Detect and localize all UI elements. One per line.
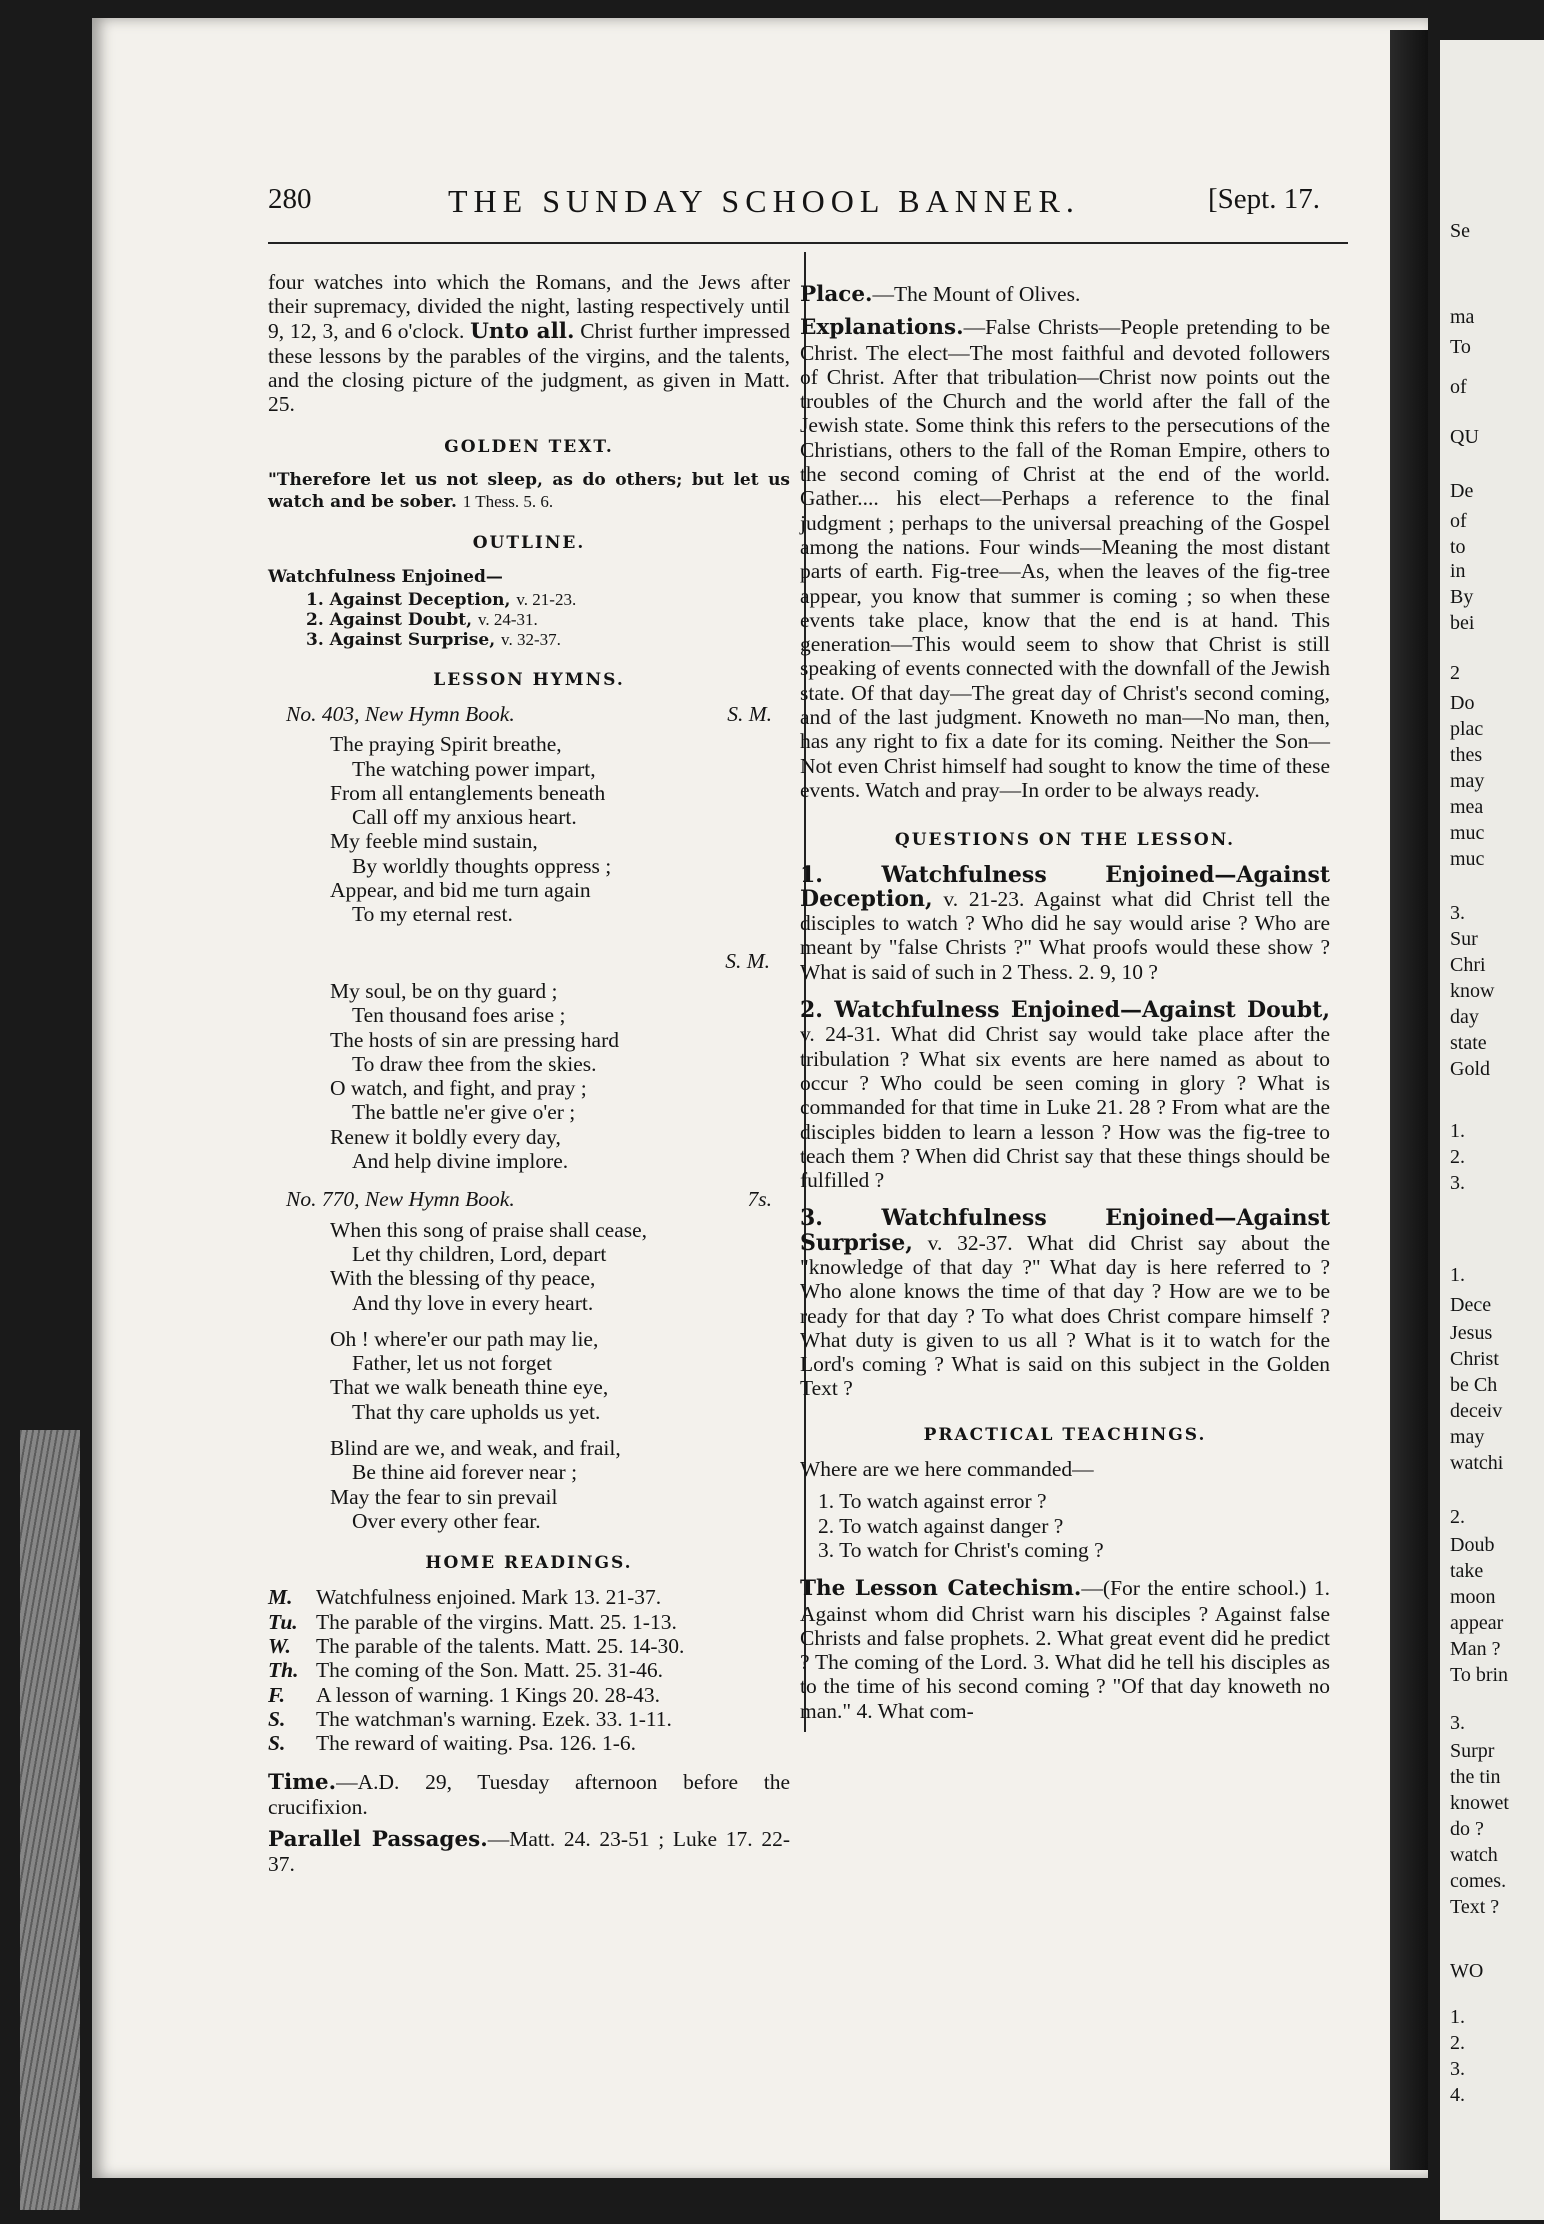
question-1: 1. Watchfulness Enjoined—Against Deception, v. 21-23. Against what did Christ tell the disciples to watch ? Who did he say would arise ? Who are meant by "false Christs ?" What proofs would these show ? What is said of such in 2 Thess. 2. 9, 10 ? bbox=[800, 861, 1330, 984]
facing-page-text-fragment: bei bbox=[1450, 612, 1475, 634]
facing-page-text-fragment: comes. bbox=[1450, 1870, 1507, 1892]
right-column bbox=[800, 282, 1330, 1723]
reading-text: The reward of waiting. Psa. 126. 1-6. bbox=[316, 1731, 637, 1756]
hymn-1-header bbox=[286, 702, 772, 726]
golden-text-heading: GOLDEN TEXT. bbox=[444, 436, 614, 457]
facing-page-text-fragment: to bbox=[1450, 536, 1466, 558]
facing-page-text-fragment: 2. bbox=[1450, 1506, 1465, 1528]
facing-page-text-fragment: in bbox=[1450, 560, 1466, 582]
golden-text: "Therefore let us not sleep, as do others; but let us watch and be sober. 1 Thess. 5. 6. bbox=[268, 470, 790, 513]
facing-page-text-fragment: muc bbox=[1450, 822, 1485, 844]
hymn-line: The praying Spirit breathe, bbox=[330, 732, 562, 757]
publication-title: THE SUNDAY SCHOOL BANNER. bbox=[448, 183, 1080, 219]
header-rule bbox=[268, 242, 1348, 244]
parallel-passages-paragraph: Parallel Passages.—Matt. 24. 23-51 ; Luke 17. 22-37. bbox=[268, 1827, 790, 1877]
reading-day: Tu. bbox=[268, 1609, 298, 1634]
book-gutter bbox=[1390, 30, 1428, 2170]
question-3: 3. Watchfulness Enjoined—Against Surprise, v. 32-37. What did Christ say about the "knowledge of that day ?" What day is here referred to ? Who alone knows the time of that day ? How are we to be ready for that day ? To what does Christ compare himself ? What duty is given to us all ? What is it to watch for the Lord's coming ? What is said on this subject in the Golden Text ? bbox=[800, 1205, 1330, 1401]
home-reading-item bbox=[268, 1610, 790, 1634]
practical-list bbox=[800, 1489, 1330, 1562]
facing-page-text-fragment: of bbox=[1450, 510, 1467, 532]
outline-item-label: 2. Against Doubt, bbox=[306, 609, 473, 630]
facing-page-text-fragment: Chri bbox=[1450, 954, 1486, 976]
facing-page-text-fragment: muc bbox=[1450, 848, 1485, 870]
practical-teachings-heading: PRACTICAL TEACHINGS. bbox=[923, 1424, 1207, 1445]
hymn-line: The battle ne'er give o'er ; bbox=[352, 1100, 576, 1125]
facing-page-text-fragment: Christ bbox=[1450, 1348, 1499, 1370]
hymn-line: To draw thee from the skies. bbox=[352, 1051, 597, 1076]
facing-page-text-fragment: QU bbox=[1450, 426, 1479, 448]
questions-heading: QUESTIONS ON THE LESSON. bbox=[894, 830, 1236, 851]
hymn-3-meter: 7s. bbox=[747, 1187, 772, 1212]
hymn-line: That thy care upholds us yet. bbox=[352, 1399, 601, 1424]
facing-page-text-fragment: watch bbox=[1450, 1844, 1498, 1866]
lesson-hymns-heading: LESSON HYMNS. bbox=[433, 669, 625, 690]
facing-page-text-fragment: Text ? bbox=[1450, 1896, 1500, 1918]
facing-page-text-fragment: Surpr bbox=[1450, 1740, 1495, 1762]
facing-page-text-fragment: By bbox=[1450, 586, 1474, 608]
facing-page-text-fragment: do ? bbox=[1450, 1818, 1484, 1840]
facing-page-text-fragment: watchi bbox=[1450, 1452, 1504, 1474]
facing-page-text-fragment: plac bbox=[1450, 718, 1484, 740]
outline-item-ref: v. 24-31. bbox=[477, 609, 538, 629]
hymn-line: The watching power impart, bbox=[352, 756, 596, 781]
hymn-line: Blind are we, and weak, and frail, bbox=[330, 1435, 621, 1460]
hymn-line: Renew it boldly every day, bbox=[330, 1124, 561, 1149]
facing-page-text-fragment: 4. bbox=[1450, 2084, 1465, 2106]
question-2: 2. Watchfulness Enjoined—Against Doubt, v. 24-31. What did Christ say would take place after the tribulation ? What six events are here named as about to occur ? Who could be seen coming in glory ? What is commanded for that time in Luke 21. 28 ? From what are the disciples bidden to learn a lesson ? How was the fig-tree to teach them ? When did Christ say that these things should be fulfilled ? bbox=[800, 997, 1330, 1193]
practical-intro: Where are we here commanded— bbox=[800, 1457, 1094, 1482]
facing-page-text-fragment: may bbox=[1450, 770, 1485, 792]
facing-page-text-fragment: 1. bbox=[1450, 2006, 1465, 2028]
hymn-line: Appear, and bid me turn again bbox=[330, 878, 591, 903]
home-reading-item bbox=[268, 1707, 790, 1731]
practical-item: 2. To watch against danger ? bbox=[818, 1513, 1064, 1538]
facing-page-text-fragment: 1. bbox=[1450, 1264, 1465, 1286]
facing-page-text-fragment: ma bbox=[1450, 306, 1475, 328]
issue-date: [Sept. 17. bbox=[1208, 183, 1320, 215]
hymn-line: Over every other fear. bbox=[352, 1508, 541, 1533]
facing-page-text-fragment: 3. bbox=[1450, 902, 1465, 924]
reading-text: The parable of the talents. Matt. 25. 14-30. bbox=[316, 1634, 685, 1659]
left-column bbox=[268, 270, 790, 1877]
facing-page-text-fragment: To brin bbox=[1450, 1664, 1509, 1686]
facing-page-text-fragment: Jesus bbox=[1450, 1322, 1493, 1344]
outline-item bbox=[306, 590, 790, 610]
page-number: 280 bbox=[268, 183, 312, 215]
home-reading-item bbox=[268, 1585, 790, 1609]
facing-page-text-fragment: appear bbox=[1450, 1612, 1504, 1634]
hymn-line: When this song of praise shall cease, bbox=[330, 1217, 648, 1242]
hymn-line: Oh ! where'er our path may lie, bbox=[330, 1326, 599, 1351]
reading-day: Th. bbox=[268, 1658, 299, 1683]
facing-page-text-fragment: Do bbox=[1450, 692, 1475, 714]
facing-page-text-fragment: Doub bbox=[1450, 1534, 1495, 1556]
hymn-line: Be thine aid forever near ; bbox=[352, 1460, 578, 1485]
hymn-line: Let thy children, Lord, depart bbox=[352, 1241, 607, 1266]
facing-page-text-fragment: deceiv bbox=[1450, 1400, 1503, 1422]
hymn-line: O watch, and fight, and pray ; bbox=[330, 1076, 587, 1101]
outline-item-ref: v. 32-37. bbox=[501, 629, 561, 649]
outline-title: Watchfulness Enjoined— bbox=[268, 567, 503, 588]
facing-page-text-fragment: 2. bbox=[1450, 2032, 1465, 2054]
practical-item: 1. To watch against error ? bbox=[818, 1489, 1047, 1514]
facing-page-text-fragment: 3. bbox=[1450, 1172, 1465, 1194]
hymn-line: My soul, be on thy guard ; bbox=[330, 978, 558, 1003]
hymn-1-verse bbox=[330, 732, 790, 926]
outline-item bbox=[306, 610, 790, 630]
hymn-line: Father, let us not forget bbox=[352, 1351, 552, 1376]
reading-text: The watchman's warning. Ezek. 33. 1-11. bbox=[316, 1706, 672, 1731]
reading-day: S. bbox=[268, 1731, 286, 1756]
hymn-line: And help divine implore. bbox=[352, 1149, 569, 1174]
facing-page-text-fragment: Se bbox=[1450, 220, 1470, 242]
hymn-line: My feeble mind sustain, bbox=[330, 829, 538, 854]
facing-page-text-fragment: 3. bbox=[1450, 2058, 1465, 2080]
outline-item-ref: v. 21-23. bbox=[516, 589, 577, 609]
facing-page-text-fragment: take bbox=[1450, 1560, 1484, 1582]
reading-day: S. bbox=[268, 1706, 286, 1731]
facing-page-text-fragment: De bbox=[1450, 480, 1474, 502]
hymn-line: The hosts of sin are pressing hard bbox=[330, 1027, 619, 1052]
page-edges bbox=[20, 1430, 80, 2210]
facing-page-text-fragment: moon bbox=[1450, 1586, 1496, 1608]
hymn-1-title: No. 403, New Hymn Book. bbox=[286, 701, 515, 726]
facing-page-text-fragment: 3. bbox=[1450, 1712, 1465, 1734]
facing-page-text-fragment: knowet bbox=[1450, 1792, 1509, 1814]
reading-text: The parable of the virgins. Matt. 25. 1-13. bbox=[316, 1609, 677, 1634]
unto-all-label: Unto all. bbox=[470, 318, 575, 344]
home-reading-item bbox=[268, 1634, 790, 1658]
home-reading-item bbox=[268, 1731, 790, 1755]
reading-day: W. bbox=[268, 1634, 291, 1659]
explanations-paragraph: Explanations.—False Christs—People pretending to be Christ. The elect—The most faithful and devoted followers of Christ. After that tribulation—Christ now points out the troubles of the Church and the world after the fall of the Jewish state. Some think this refers to the persecutions of the Christians, others to the fall of the Roman Empire, others to the second coming of Christ at the end of the world. Gather.... his elect—Perhaps a reference to the final judgment ; perhaps to the universal preaching of the Gospel among the nations. Four winds—Meaning the most distant parts of earth. Fig-tree—As, when the leaves of the fig-tree appear, you know that summer is coming ; so when these events take place, know that the end is at hand. This generation—This would seem to show that Christ is still speaking of events connected with the downfall of the Jewish state. Of that day—The great day of Christ's second coming, and of the last judgment. Knoweth no man—No man, then, has any right to fix a date for its coming. Neither the Son—Not even Christ himself had sought to know the time of these events. Watch and pray—In order to be always ready. bbox=[800, 315, 1330, 802]
golden-text-ref: 1 Thess. 5. 6. bbox=[462, 492, 554, 512]
outline-item bbox=[306, 630, 790, 650]
reading-text: Watchfulness enjoined. Mark 13. 21-37. bbox=[316, 1585, 662, 1610]
facing-page-text-fragment: 1. bbox=[1450, 1120, 1465, 1142]
outline-heading: OUTLINE. bbox=[472, 533, 586, 554]
hymn-line: That we walk beneath thine eye, bbox=[330, 1375, 609, 1400]
facing-page-text-fragment: may bbox=[1450, 1426, 1485, 1448]
outline-list bbox=[268, 590, 790, 650]
hymn-2-verse bbox=[330, 979, 790, 1173]
lesson-catechism: The Lesson Catechism.—(For the entire school.) 1. Against whom did Christ warn his disciples ? Against false Christs and false prophets. 2. What great event did he predict ? The coming of the Lord. 3. What did he tell his disciples as to the time of his second coming ? "Of that day knoweth no man." 4. What com- bbox=[800, 1576, 1331, 1723]
facing-page-text-fragment: 2 bbox=[1450, 662, 1460, 684]
place-paragraph: Place.—The Mount of Olives. bbox=[800, 282, 1081, 307]
hymn-line: From all entanglements beneath bbox=[330, 780, 606, 805]
hymn-line: By worldly thoughts oppress ; bbox=[352, 853, 612, 878]
outline-item-label: 3. Against Surprise, bbox=[306, 629, 496, 650]
facing-page-text-fragment: Dece bbox=[1450, 1294, 1492, 1316]
running-header bbox=[268, 183, 1348, 233]
hymn-2-meter: S. M. bbox=[725, 948, 770, 973]
facing-page-text-fragment: thes bbox=[1450, 744, 1483, 766]
hymn-1-meter: S. M. bbox=[727, 701, 772, 726]
hymn-line: And thy love in every heart. bbox=[352, 1290, 594, 1315]
outline-item-label: 1. Against Deception, bbox=[306, 589, 511, 610]
reading-day: M. bbox=[268, 1585, 293, 1610]
facing-page-text-fragment: of bbox=[1450, 376, 1467, 398]
home-reading-item bbox=[268, 1658, 790, 1682]
hymn-line: With the blessing of thy peace, bbox=[330, 1266, 596, 1291]
practical-item: 3. To watch for Christ's coming ? bbox=[818, 1537, 1104, 1562]
facing-page-text-fragment: state bbox=[1450, 1032, 1487, 1054]
facing-page-text-fragment: day bbox=[1450, 1006, 1479, 1028]
reading-text: The coming of the Son. Matt. 25. 31-46. bbox=[316, 1658, 663, 1683]
home-reading-item bbox=[268, 1683, 790, 1707]
hymn-line: Call off my anxious heart. bbox=[352, 805, 577, 830]
reading-text: A lesson of warning. 1 Kings 20. 28-43. bbox=[316, 1682, 660, 1707]
home-readings-list bbox=[268, 1585, 790, 1755]
time-paragraph: Time.—A.D. 29, Tuesday afternoon before the crucifixion. bbox=[268, 1769, 790, 1819]
facing-page-text-fragment: To bbox=[1450, 336, 1471, 358]
facing-page-edge bbox=[1440, 40, 1544, 2220]
facing-page-text-fragment: mea bbox=[1450, 796, 1484, 818]
reading-day: F. bbox=[268, 1682, 285, 1707]
hymn-line: May the fear to sin prevail bbox=[330, 1484, 558, 1509]
hymn-3-verse bbox=[330, 1218, 790, 1534]
facing-page-text-fragment: know bbox=[1450, 980, 1495, 1002]
hymn-3-title: No. 770, New Hymn Book. bbox=[286, 1187, 515, 1212]
facing-page-text-fragment: be Ch bbox=[1450, 1374, 1498, 1396]
intro-paragraph: four watches into which the Romans, and the Jews after their supremacy, divided the night, lasting respectively until 9, 12, 3, and 6 o'clock. Unto all. Christ further impressed these lessons by the parables of the virgins, and the talents, and the closing picture of the judgment, as given in Matt. 25. bbox=[268, 270, 791, 417]
hymn-3-header bbox=[286, 1187, 772, 1211]
facing-page-text-fragment: Man ? bbox=[1450, 1638, 1501, 1660]
facing-page-text-fragment: WO bbox=[1450, 1960, 1484, 1982]
home-readings-heading: HOME READINGS. bbox=[425, 1553, 633, 1574]
facing-page-text-fragment: Sur bbox=[1450, 928, 1478, 950]
facing-page-text-fragment: the tin bbox=[1450, 1766, 1501, 1788]
facing-page-text-fragment: Gold bbox=[1450, 1058, 1490, 1080]
hymn-line: Ten thousand foes arise ; bbox=[352, 1003, 566, 1028]
hymn-line: To my eternal rest. bbox=[352, 902, 513, 927]
facing-page-text-fragment: 2. bbox=[1450, 1146, 1465, 1168]
